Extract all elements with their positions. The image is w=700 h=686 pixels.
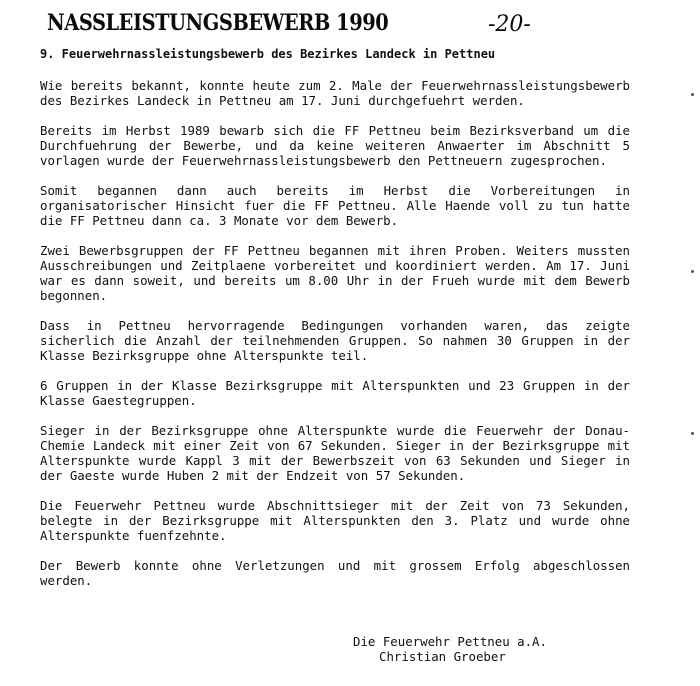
scan-speck: [691, 93, 694, 96]
signature-block: [353, 634, 547, 664]
page-number: -20-: [488, 12, 531, 37]
paragraph: Bereits im Herbst 1989 bewarb sich die FF Pettneu beim Bezirksverband um die Durchfuehrung der Bewerbe, und da keine weiteren Anwaerter im Abschnitt 5 vorlagen wurde der Feuerwehrnassleistungsbewerb den Pettneuern zugesprochen.: [40, 123, 630, 168]
paragraph: Wie bereits bekannt, konnte heute zum 2. Male der Feuerwehrnassleistungsbewerb des Bezirkes Landeck in Pettneu am 17. Juni durchgefuehrt werden.: [40, 78, 630, 108]
paragraph: Dass in Pettneu hervorragende Bedingungen vorhanden waren, das zeigte sicherlich die Anzahl der teilnehmenden Gruppen. So nahmen 30 Gruppen in der Klasse Bezirksgruppe ohne Alterspunkte teil.: [40, 318, 630, 363]
paragraph: 6 Gruppen in der Klasse Bezirksgruppe mit Alterspunkten und 23 Gruppen in der Klasse Gaestegruppen.: [40, 378, 630, 408]
scan-speck: [691, 432, 694, 435]
article-body: [40, 78, 630, 603]
paragraph: Der Bewerb konnte ohne Verletzungen und mit grossem Erfolg abgeschlossen werden.: [40, 558, 630, 588]
paragraph: Somit begannen dann auch bereits im Herbst die Vorbereitungen in organisatorischer Hinsicht fuer die FF Pettneu. Alle Haende voll zu tun hatte die FF Pettneu dann ca. 3 Monate vor dem Bewerb.: [40, 183, 630, 228]
paragraph: Die Feuerwehr Pettneu wurde Abschnittsieger mit der Zeit von 73 Sekunden, belegte in der Bezirksgruppe mit Alterspunkten den 3. Platz und wurde ohne Alterspunkte fuenfzehnte.: [40, 498, 630, 543]
signature-organization: Die Feuerwehr Pettneu a.A.: [353, 634, 547, 649]
section-heading: 9. Feuerwehrnassleistungsbewerb des Bezirkes Landeck in Pettneu: [40, 47, 496, 61]
document-title: NASSLEISTUNGSBEWERB 1990: [47, 10, 389, 36]
scan-speck: [691, 270, 694, 273]
paragraph: Sieger in der Bezirksgruppe ohne Alterspunkte wurde die Feuerwehr der Donau-Chemie Landeck mit einer Zeit von 67 Sekunden. Sieger in der Bezirksgruppe mit Alterspunkte wurde Kappl 3 mit der Bewerbszeit von 63 Sekunden und Sieger in der Gaeste wurde Huben 2 mit der Endzeit von 57 Sekunden.: [40, 423, 630, 483]
signature-name: Christian Groeber: [379, 649, 506, 664]
paragraph: Zwei Bewerbsgruppen der FF Pettneu begannen mit ihren Proben. Weiters mussten Ausschreibungen und Zeitplaene vorbereitet und koordiniert werden. Am 17. Juni war es dann soweit, und bereits um 8.00 Uhr in der Frueh wurde mit dem Bewerb begonnen.: [40, 243, 630, 303]
